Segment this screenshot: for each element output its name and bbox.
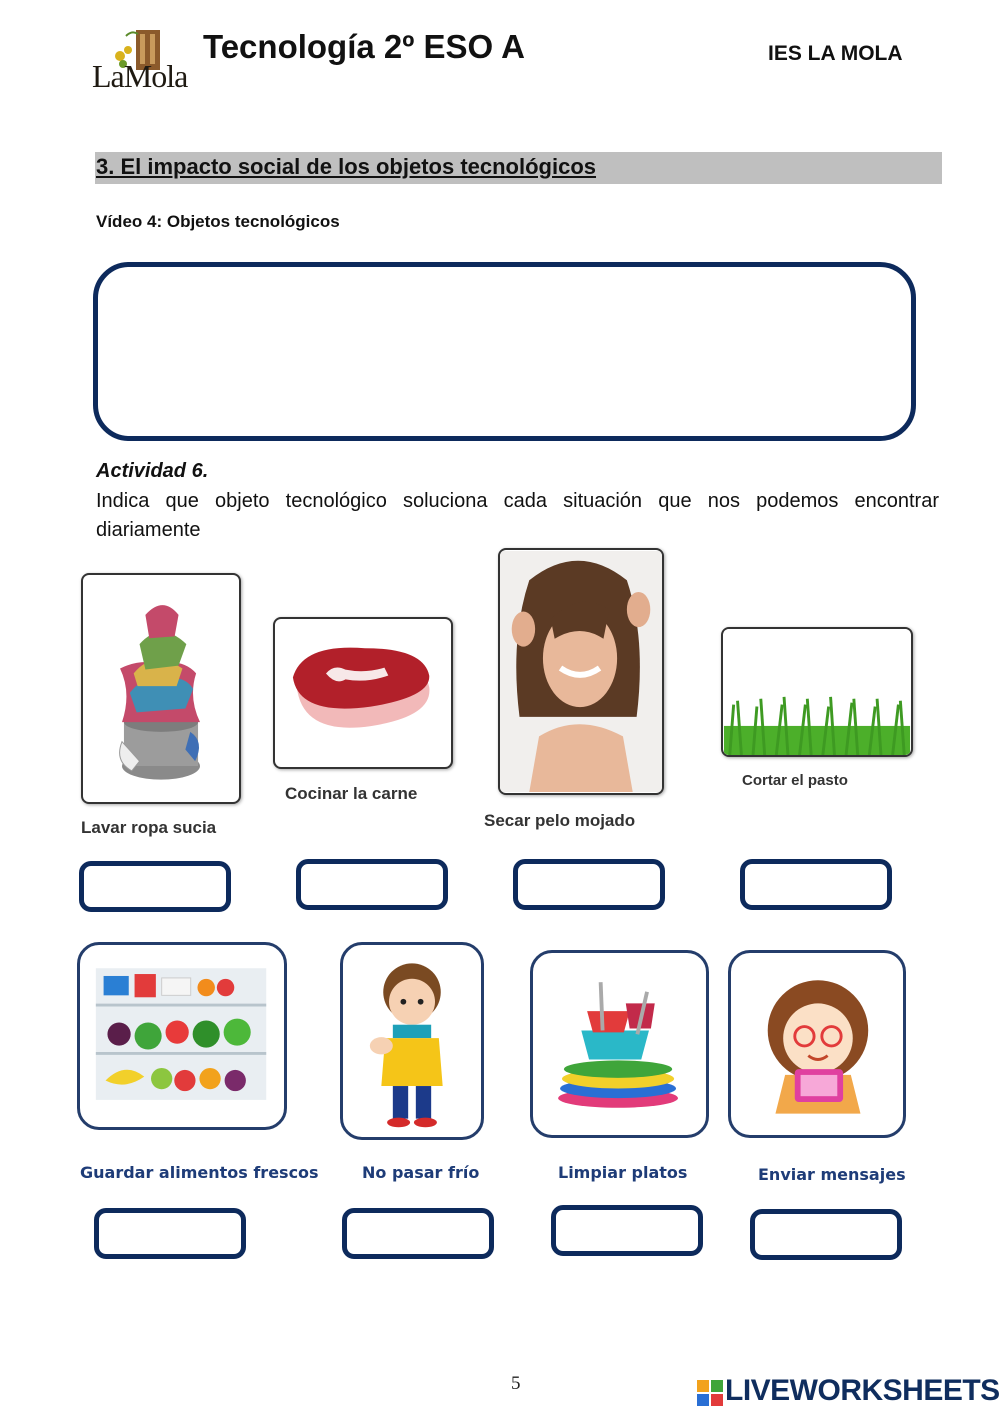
dirty-dishes-icon [533, 953, 706, 1135]
answer-box-cortar-pasto[interactable] [740, 859, 892, 910]
answer-box-secar-pelo[interactable] [513, 859, 665, 910]
grass-icon [723, 629, 911, 755]
activity-title: Actividad 6. [96, 460, 209, 482]
answer-box-enviar-mensajes[interactable] [750, 1209, 902, 1260]
laundry-picture [81, 573, 241, 804]
caption-secar-pelo: Secar pelo mojado [484, 811, 636, 830]
caption-no-pasar-frio: No pasar frío [362, 1163, 480, 1182]
cold-boy-picture [340, 942, 484, 1140]
caption-limpiar-platos: Limpiar platos [558, 1163, 688, 1182]
caption-lavar-ropa: Lavar ropa sucia [81, 818, 217, 837]
dishes-picture [530, 950, 709, 1138]
answer-box-lavar-ropa[interactable] [79, 861, 231, 912]
caption-cocinar-carne: Cocinar la carne [285, 784, 418, 803]
caption-enviar-mensajes: Enviar mensajes [758, 1165, 906, 1184]
fridge-picture [77, 942, 287, 1130]
video-embed-box[interactable] [93, 262, 916, 441]
liveworksheets-icon [697, 1380, 723, 1406]
cold-boy-icon [343, 945, 481, 1137]
video-label: Vídeo 4: Objetos tecnológicos [96, 212, 340, 231]
laundry-pile-icon [83, 575, 239, 802]
document-title: Tecnología 2º ESO A [203, 28, 525, 65]
answer-box-no-pasar-frio[interactable] [342, 1208, 494, 1259]
school-name: IES LA MOLA [768, 42, 903, 65]
activity-instructions: Indica que objeto tecnológico soluciona cada situación que nos podemos encontrar diariamente [96, 490, 939, 541]
page-number: 5 [511, 1373, 521, 1394]
meat-picture [273, 617, 453, 769]
section-title: 3. El impacto social de los objetos tecnológicos [96, 154, 597, 179]
woman-wet-hair-icon [500, 550, 662, 793]
answer-box-cocinar-carne[interactable] [296, 859, 448, 910]
steak-icon [275, 619, 451, 767]
grass-picture [721, 627, 913, 757]
caption-cortar-pasto: Cortar el pasto [742, 772, 848, 789]
wet-hair-picture [498, 548, 664, 795]
answer-box-limpiar-platos[interactable] [551, 1205, 703, 1256]
caption-guardar-alimentos: Guardar alimentos frescos [80, 1163, 319, 1182]
girl-tablet-icon [731, 953, 903, 1135]
answer-box-guardar-alimentos[interactable] [94, 1208, 246, 1259]
liveworksheets-brand: LIVEWORKSHEETS [725, 1374, 1000, 1407]
logo-text: LaMola [92, 58, 188, 94]
fridge-food-icon [80, 945, 284, 1127]
messages-picture [728, 950, 906, 1138]
